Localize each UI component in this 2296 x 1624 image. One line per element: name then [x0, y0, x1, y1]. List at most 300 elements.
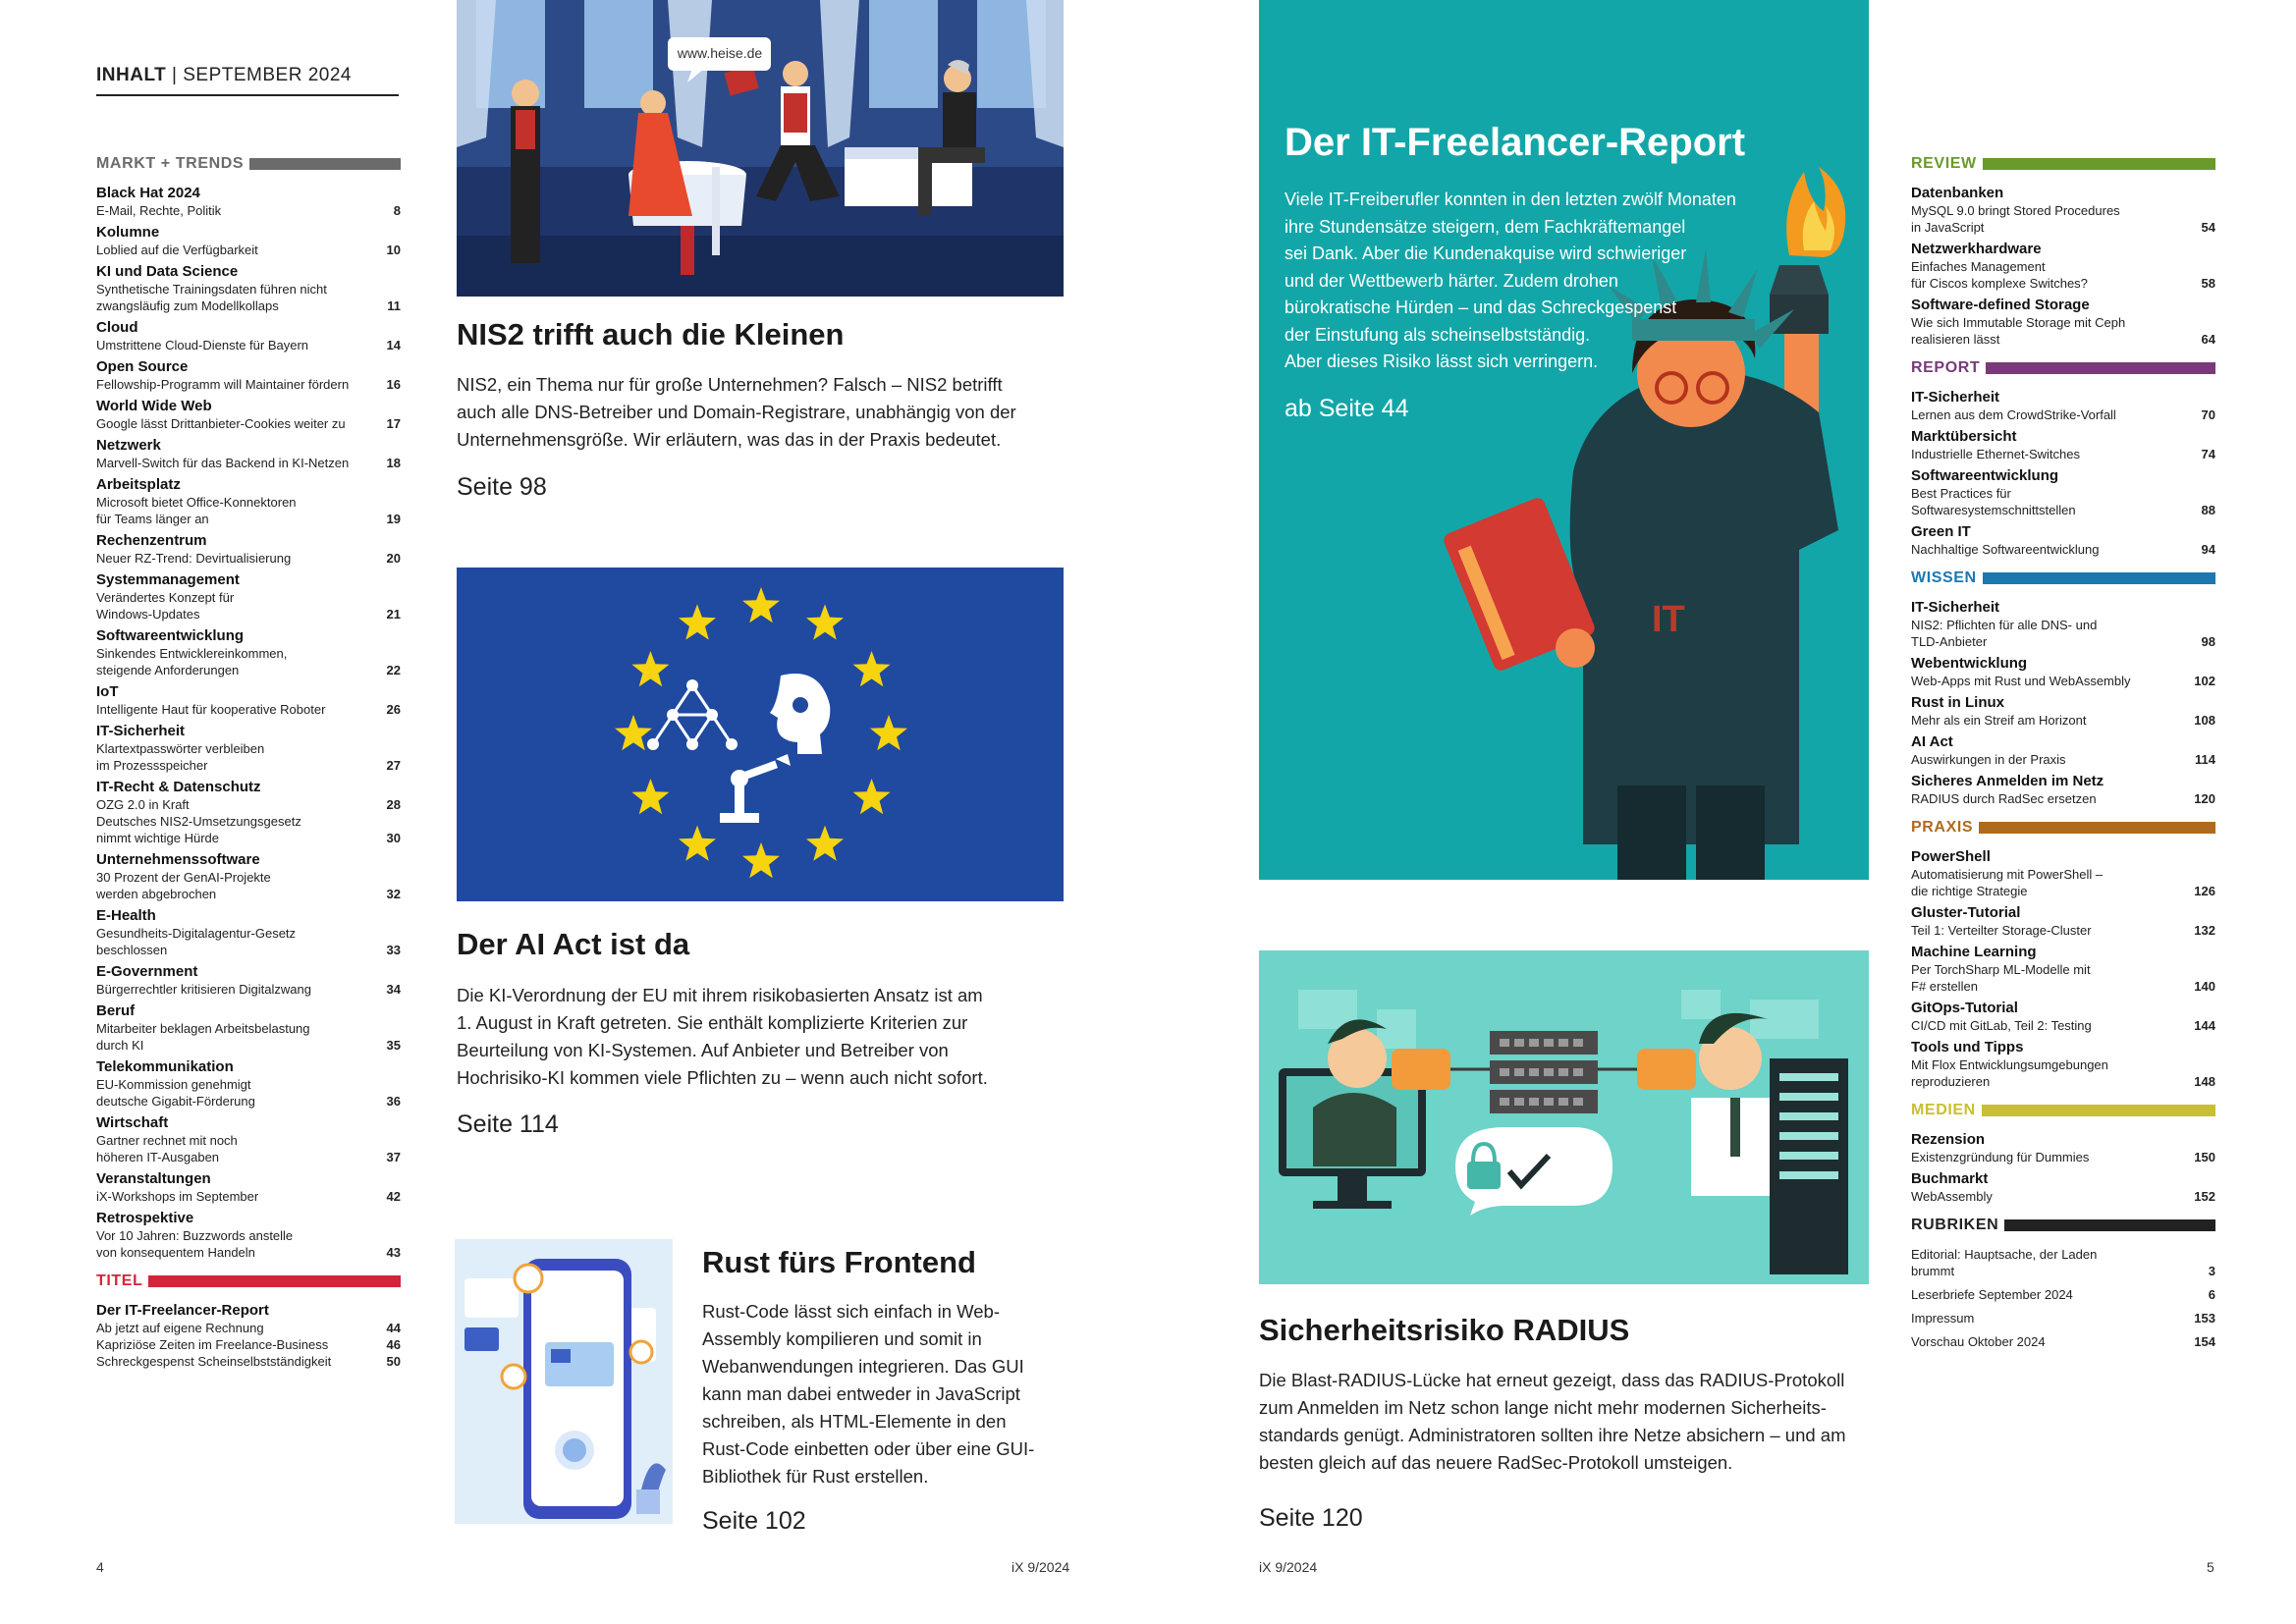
entry-title: IT-Sicherheit — [96, 723, 186, 739]
entry-page-number[interactable]: 120 — [2194, 791, 2215, 806]
entry-title: Software-defined Storage — [1911, 297, 2090, 313]
entry-title: E-Health — [96, 907, 156, 924]
entry-title: IT-Sicherheit — [1911, 599, 2000, 616]
ai-act-page-ref[interactable]: Seite 114 — [457, 1110, 559, 1138]
entry-title: Beruf — [96, 1002, 136, 1019]
toc-section — [1911, 819, 2215, 1090]
toc-section — [1911, 155, 2215, 348]
entry-description: Microsoft bietet Office-Konnektoren für Teams länger an — [96, 495, 297, 526]
entry-subline — [1911, 1286, 2215, 1303]
toc-entry[interactable] — [96, 319, 401, 353]
entry-page-number[interactable]: 26 — [386, 702, 401, 717]
entry-page-number[interactable]: 150 — [2194, 1150, 2215, 1164]
toc-entry[interactable] — [96, 851, 401, 902]
entry-subline — [1911, 485, 2215, 518]
entry-description: Wie sich Immutable Storage mit Ceph realisieren lässt — [1911, 315, 2126, 347]
eu-star — [806, 826, 844, 861]
toc-section — [96, 1272, 401, 1370]
entry-subline — [96, 869, 401, 902]
entry-description: Marvell-Switch für das Backend in KI-Netzen — [96, 456, 350, 470]
entry-page-number[interactable]: 8 — [393, 203, 401, 218]
toc-entry[interactable] — [1911, 241, 2215, 292]
toc-entry[interactable] — [1911, 848, 2215, 899]
entry-subline — [96, 202, 401, 219]
entry-description: 30 Prozent der GenAI-Projekte werden abgebrochen — [96, 870, 271, 901]
masthead-rule — [96, 94, 399, 96]
entry-subline — [96, 1227, 401, 1261]
entry-page-number[interactable]: 88 — [2201, 503, 2215, 517]
entry-page-number[interactable]: 16 — [386, 377, 401, 392]
masthead-separator: | — [172, 65, 178, 85]
entry-description: Google lässt Drittanbieter-Cookies weiter zu — [96, 416, 346, 431]
toc-entry[interactable] — [96, 476, 401, 527]
toc-entry[interactable] — [1911, 773, 2215, 807]
entry-subline — [1911, 541, 2215, 558]
toc-entry[interactable] — [96, 358, 401, 393]
entry-title: Arbeitsplatz — [96, 476, 181, 493]
entry-subline — [96, 455, 401, 471]
left-page-number: 4 — [96, 1559, 104, 1575]
toc-entry[interactable] — [96, 963, 401, 998]
entry-page-number[interactable]: 14 — [386, 338, 401, 352]
entry-page-number[interactable]: 64 — [2201, 332, 2215, 347]
entry-description: Einfaches Management für Ciscos komplexe Switches? — [1911, 259, 2088, 291]
entry-subline — [1911, 617, 2215, 650]
nis2-page-ref[interactable]: Seite 98 — [457, 473, 547, 501]
entry-subline — [96, 740, 401, 774]
entry-subline — [96, 589, 401, 623]
entry-page-number[interactable]: 140 — [2194, 979, 2215, 994]
entry-page-number[interactable]: 27 — [386, 758, 401, 773]
nis2-title: NIS2 trifft auch die Kleinen — [457, 317, 845, 352]
entry-title: Unternehmenssoftware — [96, 851, 260, 868]
toc-entry[interactable] — [96, 1114, 401, 1165]
toc-entry[interactable] — [96, 907, 401, 958]
entry-subline — [1911, 1017, 2215, 1034]
rust-illustration — [455, 1239, 673, 1524]
entry-description: Bürgerrechtler kritisieren Digitalzwang — [96, 982, 311, 997]
entry-page-number[interactable]: 34 — [386, 982, 401, 997]
entry-description: NIS2: Pflichten für alle DNS- und TLD-Anbieter — [1911, 618, 2098, 649]
entry-description: Editorial: Hauptsache, der Laden brummt — [1911, 1247, 2098, 1278]
entry-page-number[interactable]: 33 — [386, 943, 401, 957]
entry-page-number[interactable]: 148 — [2194, 1074, 2215, 1089]
entry-subline — [96, 701, 401, 718]
entry-description: Schreckgespenst Scheinselbstständigkeit — [96, 1354, 332, 1369]
entry-page-number[interactable]: 144 — [2194, 1018, 2215, 1033]
entry-subline — [96, 1076, 401, 1110]
eu-star — [853, 779, 891, 814]
entry-description: Automatisierung mit PowerShell – die richtige Strategie — [1911, 867, 2104, 898]
section-color-bar — [1982, 1105, 2215, 1116]
entry-page-number[interactable]: 3 — [2208, 1264, 2215, 1278]
entry-page-number[interactable]: 20 — [386, 551, 401, 566]
entry-description: Best Practices für Softwaresystemschnittstellen — [1911, 486, 2076, 517]
radius-illustration — [1259, 950, 1869, 1284]
toc-entry[interactable] — [96, 1302, 401, 1370]
ai-act-illustration — [457, 568, 1064, 901]
entry-page-number[interactable]: 46 — [386, 1337, 401, 1352]
entry-page-number[interactable]: 28 — [386, 797, 401, 812]
entry-page-number[interactable]: 21 — [386, 607, 401, 622]
toc-entry[interactable] — [96, 1058, 401, 1110]
toc-entry[interactable] — [1911, 467, 2215, 518]
section-label: MEDIEN — [1911, 1102, 1976, 1118]
toc-entry[interactable] — [96, 1002, 401, 1054]
entry-page-number[interactable]: 126 — [2194, 884, 2215, 898]
entry-title: Sicheres Anmelden im Netz — [1911, 773, 2105, 789]
entry-subline — [1911, 922, 2215, 939]
entry-subline — [1911, 673, 2215, 689]
entry-title: Netzwerkhardware — [1911, 241, 2042, 257]
entry-subline — [96, 376, 401, 393]
toc-entry[interactable] — [96, 224, 401, 258]
right-issue-label: iX 9/2024 — [1259, 1559, 1318, 1575]
entry-page-number[interactable]: 43 — [386, 1245, 401, 1260]
toc-entry[interactable] — [1911, 944, 2215, 995]
entry-title: KI und Data Science — [96, 263, 239, 280]
right-page-number: 5 — [2207, 1559, 2214, 1575]
entry-title: Cloud — [96, 319, 138, 336]
entry-subline — [1911, 1188, 2215, 1205]
entry-title: Open Source — [96, 358, 189, 375]
toc-entry[interactable] — [1911, 389, 2215, 423]
toc-entry[interactable] — [1911, 1000, 2215, 1034]
rust-body: Rust-Code lässt sich einfach in Web- Assembly kompilieren und somit in Webanwendungen integrieren. Das GUI kann man dabei entweder in JavaScript schreiben, als HTML-Elemente in den Rust-Code einbetten oder über eine GUI- Bibliothek für Rust erstellen. — [702, 1301, 1035, 1487]
entry-subline — [96, 1188, 401, 1205]
entry-description: Ab jetzt auf eigene Rechnung — [96, 1321, 264, 1335]
entry-description: Vorschau Oktober 2024 — [1911, 1334, 2046, 1349]
section-color-bar — [1979, 822, 2215, 834]
section-header — [1911, 569, 2215, 587]
eu-star — [631, 779, 669, 814]
entry-title: Rezension — [1911, 1131, 1986, 1148]
eu-star — [615, 715, 652, 750]
nis2-url-bubble: www.heise.de — [677, 45, 763, 61]
entry-subline — [96, 645, 401, 678]
entry-page-number[interactable]: 132 — [2194, 923, 2215, 938]
eu-star — [742, 842, 780, 878]
entry-page-number[interactable]: 98 — [2201, 634, 2215, 649]
entry-page-number[interactable]: 36 — [386, 1094, 401, 1109]
entry-description: Loblied auf die Verfügbarkeit — [96, 243, 258, 257]
entry-description: Existenzgründung für Dummies — [1911, 1150, 2090, 1164]
entry-subline — [1911, 790, 2215, 807]
left-table-of-contents — [96, 155, 401, 1381]
eu-star — [742, 587, 780, 623]
ai-act-body: Die KI-Verordnung der EU mit ihrem risikobasierten Ansatz ist am 1. August in Kraft getreten. Sie enthält komplizierte Kriterien zur Beurteilung von KI-Systemen. Auf Anbieter und Betreiber von Hochrisiko-KI kommen viele Pflichten zu – wenn auch nicht sofort. — [457, 985, 988, 1088]
entry-title: Netzwerk — [96, 437, 161, 454]
entry-description: Fellowship-Programm will Maintainer fördern — [96, 377, 350, 392]
entry-description: Deutsches NIS2-Umsetzungsgesetz nimmt wichtige Hürde — [96, 814, 301, 845]
right-table-of-contents — [1911, 155, 2215, 1362]
eu-star — [631, 651, 669, 686]
entry-description: Lernen aus dem CrowdStrike-Vorfall — [1911, 407, 2116, 422]
entry-title: IT-Recht & Datenschutz — [96, 779, 261, 795]
entry-page-number[interactable]: 50 — [386, 1354, 401, 1369]
entry-title: Retrospektive — [96, 1210, 194, 1226]
entry-subline — [1911, 1149, 2215, 1165]
section-color-bar — [2004, 1219, 2215, 1231]
section-header — [1911, 359, 2215, 377]
toc-entry[interactable] — [96, 263, 401, 314]
entry-subline — [96, 813, 401, 846]
entry-page-number[interactable]: 42 — [386, 1189, 401, 1204]
nis2-body: NIS2, ein Thema nur für große Unternehmen? Falsch – NIS2 betrifft auch alle DNS-Betreiber und Domain-Registrare, unabhängig von der Unternehmensgröße. Wir erläutern, was das in der Praxis bedeutet. — [457, 374, 1016, 450]
entry-description: Neuer RZ-Trend: Devirtualisierung — [96, 551, 292, 566]
eu-star — [679, 604, 716, 639]
toc-section — [1911, 1102, 2215, 1205]
entry-title: Telekommunikation — [96, 1058, 234, 1075]
entry-subline — [1911, 1246, 2215, 1279]
entry-description: Auswirkungen in der Praxis — [1911, 752, 2066, 767]
section-header — [1911, 819, 2215, 837]
entry-subline — [96, 1132, 401, 1165]
entry-subline — [96, 337, 401, 353]
entry-description: Teil 1: Verteilter Storage-Cluster — [1911, 923, 2092, 938]
entry-subline — [96, 925, 401, 958]
entry-title: Buchmarkt — [1911, 1170, 1989, 1187]
section-label: RUBRIKEN — [1911, 1217, 1999, 1233]
entry-title: E-Government — [96, 963, 198, 980]
entry-page-number[interactable]: 54 — [2201, 220, 2215, 235]
entry-title: Black Hat 2024 — [96, 185, 200, 201]
toc-entry[interactable] — [96, 1170, 401, 1205]
entry-title: World Wide Web — [96, 398, 212, 414]
entry-page-number[interactable]: 152 — [2194, 1189, 2215, 1204]
entry-title: IoT — [96, 683, 119, 700]
entry-page-number[interactable]: 114 — [2195, 752, 2215, 767]
masthead-brand: INHALT — [96, 65, 167, 85]
entry-description: Intelligente Haut für kooperative Roboter — [96, 702, 326, 717]
entry-page-number[interactable]: 19 — [386, 512, 401, 526]
entry-title: Veranstaltungen — [96, 1170, 211, 1187]
entry-page-number[interactable]: 58 — [2201, 276, 2215, 291]
entry-page-number[interactable]: 94 — [2201, 542, 2215, 557]
entry-description: Industrielle Ethernet-Switches — [1911, 447, 2080, 461]
toc-entry[interactable] — [96, 683, 401, 718]
entry-subline — [96, 981, 401, 998]
toc-section — [1911, 569, 2215, 807]
toc-entry[interactable] — [1911, 1131, 2215, 1165]
toc-entry[interactable] — [96, 723, 401, 774]
freelancer-title: Der IT-Freelancer-Report — [1285, 121, 1746, 164]
entry-page-number[interactable]: 22 — [386, 663, 401, 677]
section-color-bar — [1986, 362, 2215, 374]
entry-page-number[interactable]: 6 — [2208, 1287, 2215, 1302]
entry-description: EU-Kommission genehmigt deutsche Gigabit-Förderung — [96, 1077, 255, 1109]
entry-page-number[interactable]: 37 — [386, 1150, 401, 1164]
section-header — [96, 155, 401, 173]
entry-subline — [96, 1353, 401, 1370]
section-label: REPORT — [1911, 359, 1981, 376]
toc-entry[interactable] — [1911, 1246, 2215, 1350]
entry-subline — [96, 1320, 401, 1336]
entry-title: PowerShell — [1911, 848, 1991, 865]
section-color-bar — [1983, 158, 2215, 170]
entry-description: Impressum — [1911, 1311, 1975, 1326]
entry-title: Rechenzentrum — [96, 532, 207, 549]
entry-description: MySQL 9.0 bringt Stored Procedures in JavaScript — [1911, 203, 2120, 235]
entry-title: IT-Sicherheit — [1911, 389, 2000, 406]
section-header — [1911, 155, 2215, 173]
toc-entry[interactable] — [1911, 523, 2215, 558]
left-issue-label: iX 9/2024 — [1011, 1559, 1070, 1575]
entry-subline — [1911, 446, 2215, 462]
section-color-bar — [1983, 572, 2215, 584]
entry-title: Softwareentwicklung — [96, 627, 245, 644]
entry-page-number[interactable]: 74 — [2201, 447, 2215, 461]
entry-subline — [96, 242, 401, 258]
section-label: TITEL — [96, 1272, 143, 1289]
entry-subline — [1911, 1056, 2215, 1090]
toc-entry[interactable] — [1911, 297, 2215, 348]
entry-page-number[interactable]: 17 — [386, 416, 401, 431]
eu-star — [853, 651, 891, 686]
entry-description: E-Mail, Rechte, Politik — [96, 203, 222, 218]
entry-page-number[interactable]: 154 — [2194, 1334, 2215, 1349]
toc-entry[interactable] — [96, 185, 401, 219]
masthead — [96, 65, 352, 86]
entry-subline — [96, 1336, 401, 1353]
entry-description: Verändertes Konzept für Windows-Updates — [96, 590, 235, 622]
entry-subline — [1911, 202, 2215, 236]
eu-star — [870, 715, 907, 750]
entry-description: Umstrittene Cloud-Dienste für Bayern — [96, 338, 309, 352]
toc-entry[interactable] — [96, 1210, 401, 1261]
section-color-bar — [148, 1275, 401, 1287]
toc-entry[interactable] — [96, 398, 401, 432]
entry-description: Mit Flox Entwicklungsumgebungen reproduzieren — [1911, 1057, 2108, 1089]
entry-title: Rust in Linux — [1911, 694, 2004, 711]
section-label: MARKT + TRENDS — [96, 155, 245, 172]
entry-subline — [96, 281, 401, 314]
section-header — [1911, 1102, 2215, 1119]
entry-description: Nachhaltige Softwareentwicklung — [1911, 542, 2100, 557]
freelancer-feature-box — [1259, 0, 1869, 880]
section-header — [96, 1272, 401, 1290]
entry-description: RADIUS durch RadSec ersetzen — [1911, 791, 2097, 806]
entry-description: Mitarbeiter beklagen Arbeitsbelastung durch KI — [96, 1021, 310, 1053]
masthead-issue: SEPTEMBER 2024 — [183, 65, 352, 85]
entry-page-number[interactable]: 30 — [386, 831, 401, 845]
entry-title: Datenbanken — [1911, 185, 2004, 201]
toc-section — [96, 155, 401, 1261]
entry-title: Green IT — [1911, 523, 1971, 540]
entry-title: Wirtschaft — [96, 1114, 169, 1131]
toc-entry[interactable] — [96, 779, 401, 846]
entry-subline — [1911, 866, 2215, 899]
toc-entry[interactable] — [96, 571, 401, 623]
entry-subline — [96, 550, 401, 567]
entry-subline — [1911, 1310, 2215, 1326]
section-header — [1911, 1217, 2215, 1234]
rust-page-ref[interactable]: Seite 102 — [702, 1507, 806, 1535]
entry-title: AI Act — [1911, 733, 1953, 750]
entry-title: Machine Learning — [1911, 944, 2037, 960]
toc-entry[interactable] — [1911, 1170, 2215, 1205]
toc-entry[interactable] — [96, 627, 401, 678]
entry-page-number[interactable]: 32 — [386, 887, 401, 901]
entry-page-number[interactable]: 44 — [386, 1321, 401, 1335]
freelancer-page-ref[interactable]: ab Seite 44 — [1285, 395, 1409, 422]
toc-entry[interactable] — [1911, 655, 2215, 689]
section-label: WISSEN — [1911, 569, 1977, 586]
entry-subline — [1911, 314, 2215, 348]
rust-title: Rust fürs Frontend — [702, 1245, 976, 1279]
entry-page-number[interactable]: 11 — [387, 298, 401, 313]
entry-subline — [96, 415, 401, 432]
entry-title: GitOps-Tutorial — [1911, 1000, 2018, 1016]
entry-subline — [1911, 712, 2215, 729]
section-label: REVIEW — [1911, 155, 1977, 172]
toc-entry[interactable] — [96, 437, 401, 471]
entry-description: Sinkendes Entwicklereinkommen, steigende Anforderungen — [96, 646, 288, 677]
entry-page-number[interactable]: 35 — [386, 1038, 401, 1053]
freelancer-body: Viele IT-Freiberufler konnten in den letzten zwölf Monaten ihre Stundensätze steigern, dem Fachkräftemangel sei Dank. Aber die Kundenakquise wird schwieriger und der Wettbewerb härter. Zudem drohen bürokratische Hürden – und das Schreckgespenst der Einstufung als scheinselbstständig. Aber dieses Risiko lässt sich verringern. — [1285, 189, 1736, 371]
entry-description: Klartextpasswörter verbleiben im Prozessspeicher — [96, 741, 265, 773]
entry-description: WebAssembly — [1911, 1189, 1993, 1204]
ai-act-title: Der AI Act ist da — [457, 927, 690, 961]
entry-page-number[interactable]: 108 — [2194, 713, 2215, 728]
entry-title: Der IT-Freelancer-Report — [96, 1302, 269, 1319]
toc-entry[interactable] — [1911, 428, 2215, 462]
entry-title: Webentwicklung — [1911, 655, 2028, 672]
radius-page-ref[interactable]: Seite 120 — [1259, 1504, 1363, 1532]
toc-entry[interactable] — [1911, 904, 2215, 939]
section-color-bar — [249, 158, 401, 170]
toc-entry[interactable] — [96, 532, 401, 567]
entry-title: Tools und Tipps — [1911, 1039, 2024, 1056]
toc-section — [1911, 1217, 2215, 1350]
entry-description: Per TorchSharp ML-Modelle mit F# erstellen — [1911, 962, 2091, 994]
entry-description: Vor 10 Jahren: Buzzwords anstelle von konsequentem Handeln — [96, 1228, 294, 1260]
entry-description: OZG 2.0 in Kraft — [96, 797, 190, 812]
toc-entry[interactable] — [1911, 599, 2215, 650]
entry-description: Web-Apps mit Rust und WebAssembly — [1911, 674, 2131, 688]
section-label: PRAXIS — [1911, 819, 1974, 836]
toc-entry[interactable] — [1911, 1039, 2215, 1090]
entry-description: iX-Workshops im September — [96, 1189, 259, 1204]
entry-page-number[interactable]: 102 — [2194, 674, 2215, 688]
toc-entry[interactable] — [1911, 185, 2215, 236]
entry-subline — [1911, 1333, 2215, 1350]
entry-title: Softwareentwicklung — [1911, 467, 2059, 484]
entry-subline — [1911, 406, 2215, 423]
entry-subline — [96, 796, 401, 813]
entry-subline — [1911, 258, 2215, 292]
entry-page-number[interactable]: 10 — [386, 243, 401, 257]
entry-title: Systemmanagement — [96, 571, 240, 588]
radius-body: Die Blast-RADIUS-Lücke hat erneut gezeigt, dass das RADIUS-Protokoll zum Anmelden im Netz schon lange nicht mehr modernen Sicherheits- standards genügt. Administratoren sollten ihre Netze absichern – und am besten gleich auf das neuere RadSec-Protokoll umsteigen. — [1259, 1370, 1846, 1473]
entry-description: Gesundheits-Digitalagentur-Gesetz beschlossen — [96, 926, 297, 957]
eu-star — [679, 826, 716, 861]
radius-title: Sicherheitsrisiko RADIUS — [1259, 1313, 1630, 1347]
entry-page-number[interactable]: 18 — [386, 456, 401, 470]
entry-subline — [1911, 751, 2215, 768]
entry-description: Leserbriefe September 2024 — [1911, 1287, 2073, 1302]
entry-subline — [1911, 961, 2215, 995]
toc-entry[interactable] — [1911, 694, 2215, 729]
eu-star — [806, 604, 844, 639]
entry-subline — [96, 494, 401, 527]
entry-description: Synthetische Trainingsdaten führen nicht zwangsläufig zum Modellkollaps — [96, 282, 327, 313]
toc-entry[interactable] — [1911, 733, 2215, 768]
entry-page-number[interactable]: 70 — [2201, 407, 2215, 422]
entry-description: Mehr als ein Streif am Horizont — [1911, 713, 2087, 728]
entry-page-number[interactable]: 153 — [2194, 1311, 2215, 1326]
toc-section — [1911, 359, 2215, 558]
